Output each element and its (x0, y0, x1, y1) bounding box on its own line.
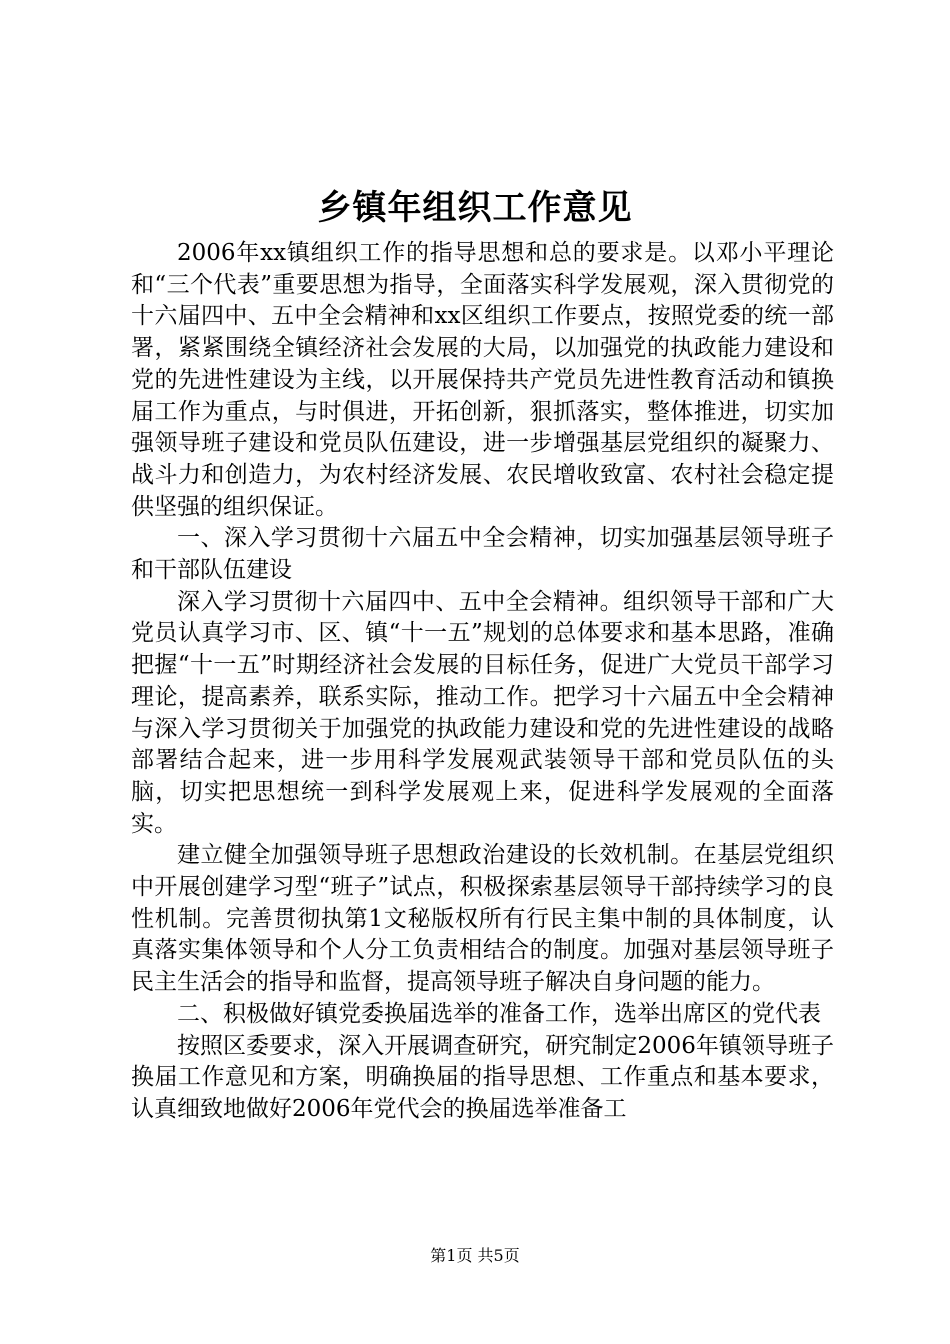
paragraph-study-plenum: 深入学习贯彻十六届四中、五中全会精神。组织领导干部和广大党员认真学习市、区、镇“十一五”规划的总体要求和基本思路，准确把握“十一五”时期经济社会发展的目标任务，促进广大党员干部学习理论，提高素养，联系实际，推动工作。把学习十六届五中全会精神与深入学习贯彻关于加强党的执政能力建设和党的先进性建设的战略部署结合起来，进一步用科学发展观武装领导干部和党员队伍的头脑，切实把思想统一到科学发展观上来，促进科学发展观的全面落实。 (131, 588, 834, 837)
paragraph-leadership-mechanism: 建立健全加强领导班子思想政治建设的长效机制。在基层党组织中开展创建学习型“班子”试点，积极探索基层领导干部持续学习的良性机制。完善贯彻执第1文秘版权所有行民主集中制的具体制度，认真落实集体领导和个人分工负责相结合的制度。加强对基层领导班子民主生活会的指导和监督，提高领导班子解决自身问题的能力。 (131, 842, 834, 996)
section-heading-2: 二、积极做好镇党委换届选举的准备工作，选举出席区的党代表 (177, 1000, 821, 1027)
paragraph-guiding-thought: 2006年xx镇组织工作的指导思想和总的要求是。以邓小平理论和“三个代表”重要思想为指导，全面落实科学发展观，深入贯彻党的十六届四中、五中全会精神和xx区组织工作要点，按照党委的统一部署，紧紧围绕全镇经济社会发展的大局，以加强党的执政能力建设和党的先进性建设为主线，以开展保持共产党员先进性教育活动和镇换届工作为重点，与时俱进，开拓创新，狠抓落实，整体推进，切实加强领导班子建设和党员队伍建设，进一步增强基层党组织的凝聚力、战斗力和创造力，为农村经济发展、农民增收致富、农村社会稳定提供坚强的组织保证。 (131, 240, 834, 520)
paragraph-election-prep: 按照区委要求，深入开展调查研究，研究制定2006年镇领导班子换届工作意见和方案，明确换届的指导思想、工作重点和基本要求，认真细致地做好2006年党代会的换届选举准备工 (131, 1032, 834, 1122)
document-title: 乡镇年组织工作意见 (317, 188, 633, 228)
document-body (131, 238, 834, 1126)
page-footer: 第1页 共5页 (430, 1246, 520, 1265)
section-heading-1: 一、深入学习贯彻十六届五中全会精神，切实加强基层领导班子和干部队伍建设 (131, 525, 834, 584)
